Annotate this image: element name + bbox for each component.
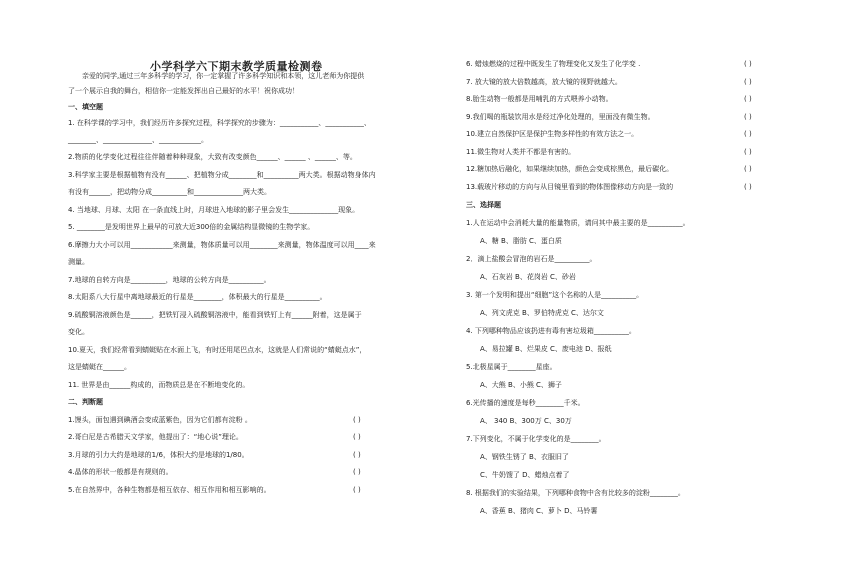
- answer-parentheses: ( ): [744, 165, 752, 173]
- fill-question: 5. ________是发明世界上最早的可放大近300倍的金属结构显微镜的生物学家。: [68, 223, 315, 231]
- fill-question: 测量。: [68, 258, 89, 266]
- judge-question: 12.糖加热后融化，如果继续加热，颜色会变成棕黑色，最后碳化。: [466, 165, 674, 173]
- answer-parentheses: ( ): [744, 78, 752, 86]
- judge-question: 11.微生物对人类并不都是有害的。: [466, 148, 576, 156]
- judge-question: 1.馒头，面包遇到碘酒会变成蓝紫色，因为它们都有淀粉 。: [68, 416, 252, 424]
- fill-question: 2.物质的化学变化过程往往伴随着种种现象，大致有改变颜色______、______ 、______、等。: [68, 153, 357, 161]
- choice-options: A、香蕉 B、猪肉 C、萝卜 D、马铃薯: [480, 507, 598, 515]
- choice-options: A、列文虎克 B、罗伯特虎克 C、达尔文: [480, 309, 604, 317]
- fill-question: 8.太阳系八大行星中离地球最近的行星是________，体积最大的行星是__________。: [68, 293, 327, 301]
- section-heading-judge: 二、判断题: [68, 398, 103, 406]
- fill-question: 3.科学家主要是根据植物有没有______、把植物分成________和__________两大类。根据动物身体内: [68, 171, 376, 179]
- fill-question: 10.夏天，我们经常看到蜻蜓贴在水面上飞，有时还用尾巴点水，这就是人们常说的“蜻蜓点水”，: [68, 346, 367, 354]
- fill-question: 变化。: [68, 328, 89, 336]
- choice-question: 3. 第一个发明和提出“细胞”这个名称的人是__________。: [466, 291, 644, 299]
- judge-question: 9.我们喝的瓶装饮用水是经过净化处理的，里面没有微生物。: [466, 113, 655, 121]
- choice-options: A、钢铁生锈了 B、衣服旧了: [480, 453, 569, 461]
- intro-line: 了一个展示自我的舞台，相信你一定能发挥出自己最好的水平！祝你成功！: [68, 87, 299, 95]
- fill-question: ________、______________、____________。: [68, 136, 208, 144]
- answer-parentheses: ( ): [353, 468, 361, 476]
- choice-options: A、易拉罐 B、烂果皮 C、废电池 D、报纸: [480, 345, 612, 353]
- answer-parentheses: ( ): [744, 183, 752, 191]
- fill-question: 11. 世界是由______构成的，而物质总是在不断地变化的。: [68, 381, 250, 389]
- answer-parentheses: ( ): [744, 113, 752, 121]
- page-title: 小学科学六下期末教学质量检测卷: [150, 60, 323, 73]
- fill-question: 1. 在科学课的学习中，我们经历许多探究过程，科学探究的步骤为：___________、___________、: [68, 119, 371, 127]
- judge-question: 10.建立自然保护区是保护生物多样性的有效方法之一。: [466, 130, 639, 138]
- fill-question: 7.地球的自转方向是__________，地球的公转方向是__________。: [68, 276, 271, 284]
- choice-question: 7.下列变化，不属于化学变化的是________。: [466, 435, 606, 443]
- choice-question: 1.人在运动中会消耗大量的能量物质，请问其中最主要的是__________。: [466, 219, 690, 227]
- choice-question: 5.北极星属于________星座。: [466, 363, 557, 371]
- answer-parentheses: ( ): [744, 95, 752, 103]
- choice-options: A、糖 B、脂肪 C、蛋白质: [480, 237, 562, 245]
- fill-question: 6.摩擦力大小可以用____________来测量，物体质量可以用________来测量，物体温度可以用____来: [68, 241, 376, 249]
- judge-question: 2.哥白尼是古希腊天文学家，他提出了：“地心说”理论。: [68, 433, 243, 441]
- choice-question: 8. 根据我们的实验结果，下列哪种食物中含有比较多的淀粉________。: [466, 489, 685, 497]
- judge-question: 3.月球的引力大约是地球的1/6，体积大约是地球的1/80。: [68, 451, 249, 459]
- choice-options: A、 340 B、300万 C、30万: [480, 417, 572, 425]
- choice-question: 2．滴上盐酸会冒泡的岩石是__________。: [466, 255, 597, 263]
- answer-parentheses: ( ): [353, 416, 361, 424]
- fill-question: 4. 当地球、月球、太阳 在一条直线上时，月球进入地球的影子里会发生______________现象。: [68, 206, 360, 214]
- section-heading-choice: 三、选择题: [466, 201, 501, 209]
- fill-question: 有没有______，把动物分成__________和______________两大类。: [68, 188, 271, 196]
- choice-question: 6.光传播的速度是每秒________千米。: [466, 399, 585, 407]
- answer-parentheses: ( ): [744, 130, 752, 138]
- judge-question: 5.在自然界中，各种生物都是相互依存、相互作用和相互影响的。: [68, 486, 271, 494]
- answer-parentheses: ( ): [744, 60, 752, 68]
- answer-parentheses: ( ): [744, 148, 752, 156]
- answer-parentheses: ( ): [353, 486, 361, 494]
- judge-question: 7. 放大镜的放大倍数越高，放大镜的视野就越大。: [466, 78, 622, 86]
- section-heading-fill: 一、填空题: [68, 103, 103, 111]
- judge-question: 13.载玻片移动的方向与从目镜里看到的物体图像移动方向是一致的: [466, 183, 674, 191]
- judge-question: 4.晶体的形状一般都是有规则的。: [68, 468, 173, 476]
- answer-parentheses: ( ): [353, 451, 361, 459]
- judge-question: 8.胎生动物一般都是用哺乳的方式喂养小动物。: [466, 95, 613, 103]
- judge-question: 6. 蜡烛燃烧的过程中既发生了物理变化又发生了化学变 .: [466, 60, 641, 68]
- fill-question: 9.硫酸铜溶液颜色是______，把铁钉浸入硫酸铜溶液中，能看到铁钉上有______附着，这是属于: [68, 311, 362, 319]
- answer-parentheses: ( ): [353, 433, 361, 441]
- intro-line: 亲爱的同学,通过三年多科学的学习，你一定掌握了许多科学知识和本领，这儿老师为你提供: [82, 72, 365, 80]
- choice-options: C、牛奶馊了 D、蜡烛点着了: [480, 471, 570, 479]
- choice-question: 4. 下列哪种物品应该扔进有毒有害垃圾箱__________。: [466, 327, 636, 335]
- choice-options: A、石灰岩 B、花岗岩 C、砂岩: [480, 273, 576, 281]
- choice-options: A、大熊 B、小熊 C、狮子: [480, 381, 562, 389]
- fill-question: 这是蜻蜓在______。: [68, 363, 131, 371]
